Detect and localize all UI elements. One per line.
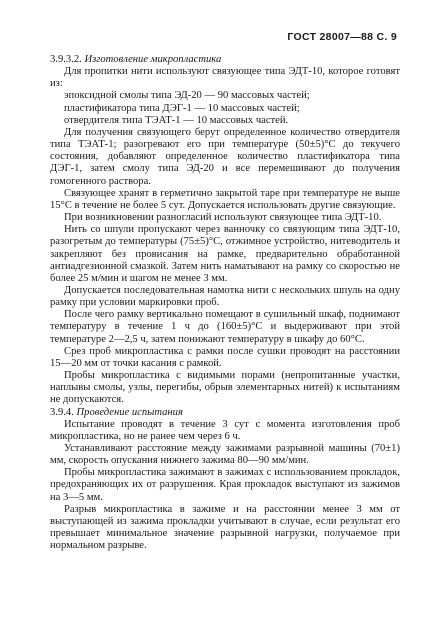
section-title: Изготовление микропластика bbox=[84, 54, 222, 65]
paragraph: Связующее хранят в герметично закрытой таре при температуре не выше 15°С в течение не более 5 сут. Допускается использовать другие связующие. bbox=[50, 187, 400, 211]
paragraph: Устанавливают расстояние между зажимами разрывной машины (70±1) мм, скорость опускания нижнего зажима 80—90 мм/мин. bbox=[50, 443, 400, 467]
paragraph: Допускается последовательная намотка нити с нескольких шпуль на одну рамку при условии маркировки проб. bbox=[50, 284, 400, 309]
paragraph: Разрыв микропластика в зажиме и на расстоянии менее 3 мм от выступающей из зажима прокладки учитывают в случае, если результат его превышает минимальное значение разрывной нагрузки, получаемое при нормальном разрыве. bbox=[50, 503, 400, 552]
composition-item: пластификатора типа ДЭГ-1 — 10 массовых частей; bbox=[64, 102, 300, 114]
paragraph: Нить со шпули пропускают через ванночку со связующим типа ЭДТ-10, разогретым до температуры (75±5)°С, отжимное устройство, нитеводитель и закрепляют без провисания на рамке, предварительно обработанной антиадгезионной смазкой. Затем нить наматывают на рамку со скоростью не более 25 м/мин и шагом не менее 3 мм. bbox=[50, 224, 400, 284]
paragraph: Пробы микропластика с видимыми порами (непропитанные участки, наплывы смолы, узлы, перегибы, обрыв элементарных нитей) к испытаниям не допускаются. bbox=[50, 370, 400, 406]
paragraph: При возникновении разногласий используют связующее типа ЭДТ-10. bbox=[64, 212, 382, 224]
paragraph: Пробы микропластика зажимают в зажимах с использованием прокладок, предохраняющих их от разрушения. Края прокладок выступают из зажимов на 3—5 мм. bbox=[50, 467, 400, 503]
composition-item: отвердителя типа ТЭАТ-1 — 10 массовых частей. bbox=[64, 114, 289, 126]
paragraph: Срез проб микропластика с рамки после сушки проводят на расстоянии 15—20 мм от точки касания с рамкой. bbox=[50, 345, 400, 369]
paragraph: Для пропитки нити используют связующее типа ЭДТ-10, которое готовят из: bbox=[50, 66, 400, 90]
section-number: 3.9.3.2. bbox=[50, 54, 82, 65]
section-heading-3-9-4 bbox=[50, 407, 400, 419]
paragraph: После чего рамку вертикально помещают в сушильный шкаф, поднимают температуру в течение 1 ч до (160±5)°С и выдерживают при этой температуре 2—2,5 ч, затем понижают температуру в шкафу до 60°С. bbox=[50, 309, 400, 345]
page-header: ГОСТ 28007—88 С. 9 bbox=[287, 31, 397, 43]
paragraph: Для получения связующего берут определенное количество отвердителя типа ТЭАТ-1; разогревают его при температуре (50±5)°С до текучего состояния, добавляют определенное количество пластификатора типа ДЭГ-1, затем смолу типа ЭД-20 и все перемешивают до получения гомогенного раствора. bbox=[50, 126, 400, 187]
section-title: Проведение испытания bbox=[76, 406, 183, 418]
section-heading-3-9-3-2 bbox=[50, 54, 400, 66]
document-body bbox=[50, 54, 400, 552]
section-number: 3.9.4. bbox=[50, 406, 74, 418]
paragraph: Испытание проводят в течение 3 сут с момента изготовления проб микропластика, но не ранее чем через 6 ч. bbox=[50, 418, 400, 442]
composition-item: эпоксидной смолы типа ЭД-20 — 90 массовых частей; bbox=[64, 90, 310, 102]
